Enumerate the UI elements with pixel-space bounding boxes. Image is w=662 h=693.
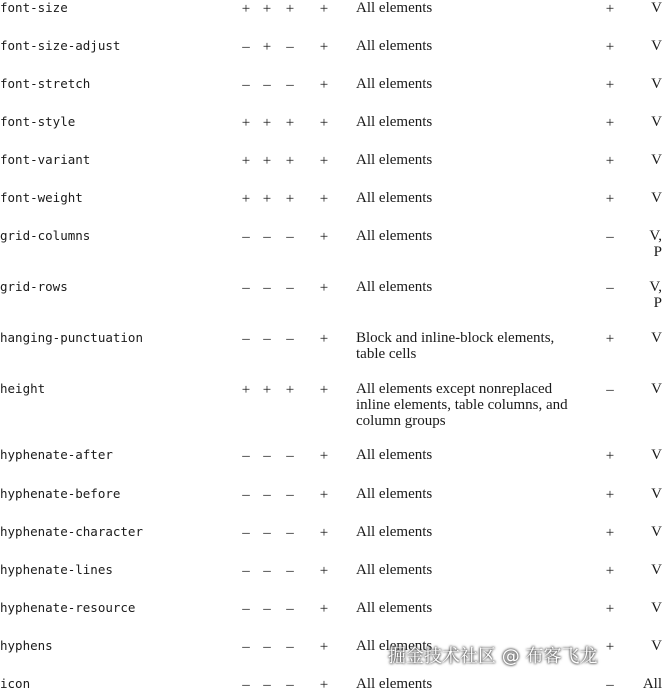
inherited-mark: + (605, 601, 615, 617)
support-mark-2: – (263, 331, 271, 347)
support-mark-2: + (262, 382, 272, 398)
property-name: font-size (0, 0, 68, 15)
support-mark-2: + (262, 39, 272, 55)
support-mark-1: – (242, 331, 250, 347)
property-name: font-variant (0, 152, 91, 167)
support-mark-3: – (286, 639, 294, 655)
support-mark-4: + (319, 525, 329, 541)
media-group: All (642, 676, 662, 692)
watermark: 掘金技术社区 @ 布客飞龙 (388, 646, 598, 667)
support-mark-3: – (286, 601, 294, 617)
support-mark-2: – (263, 448, 271, 464)
support-mark-3: – (286, 280, 294, 296)
support-mark-2: + (262, 115, 272, 131)
inherited-mark: – (606, 677, 614, 693)
support-mark-2: – (263, 677, 271, 693)
support-mark-4: + (319, 1, 329, 17)
support-mark-4: + (319, 563, 329, 579)
inherited-mark: + (605, 77, 615, 93)
media-group: V (651, 638, 662, 654)
property-name: hyphens (0, 638, 53, 653)
support-mark-2: + (262, 1, 272, 17)
applies-to: All elements (356, 447, 433, 463)
media-group: V (651, 38, 662, 54)
applies-to: All elements (356, 600, 433, 616)
media-group: V (651, 114, 662, 130)
support-mark-2: – (263, 280, 271, 296)
support-mark-3: + (285, 1, 295, 17)
support-mark-1: – (242, 39, 250, 55)
support-mark-3: + (285, 115, 295, 131)
property-name: hanging-punctuation (0, 330, 143, 345)
support-mark-1: – (242, 563, 250, 579)
applies-to: All elements (356, 228, 433, 244)
media-group: V, P (649, 279, 662, 311)
inherited-mark: + (605, 331, 615, 347)
inherited-mark: – (606, 280, 614, 296)
applies-to: All elements (356, 279, 433, 295)
inherited-mark: + (605, 115, 615, 131)
support-mark-2: – (263, 77, 271, 93)
support-mark-3: – (286, 331, 294, 347)
media-group: V (651, 0, 662, 16)
support-mark-2: – (263, 525, 271, 541)
inherited-mark: + (605, 153, 615, 169)
property-name: font-size-adjust (0, 38, 121, 53)
media-group: V (651, 381, 662, 397)
applies-to: All elements (356, 562, 433, 578)
media-group: V (651, 152, 662, 168)
support-mark-2: – (263, 229, 271, 245)
inherited-mark: + (605, 191, 615, 207)
applies-to: All elements except nonreplaced inline elements, table columns, and column groups (356, 381, 568, 429)
inherited-mark: – (606, 382, 614, 398)
support-mark-4: + (319, 639, 329, 655)
support-mark-1: – (242, 487, 250, 503)
media-group: V (651, 562, 662, 578)
support-mark-4: + (319, 331, 329, 347)
support-mark-3: + (285, 382, 295, 398)
applies-to: All elements (356, 0, 433, 16)
support-mark-3: – (286, 39, 294, 55)
media-group: V (651, 600, 662, 616)
support-mark-2: – (263, 601, 271, 617)
support-mark-1: + (241, 153, 251, 169)
support-mark-3: – (286, 229, 294, 245)
media-group: V (651, 447, 662, 463)
support-mark-1: – (242, 601, 250, 617)
property-name: icon (0, 676, 31, 691)
applies-to: All elements (356, 638, 433, 654)
support-mark-3: + (285, 191, 295, 207)
support-mark-4: + (319, 229, 329, 245)
support-mark-1: – (242, 677, 250, 693)
support-mark-1: – (242, 280, 250, 296)
inherited-mark: + (605, 448, 615, 464)
support-mark-1: – (242, 229, 250, 245)
support-mark-1: – (242, 525, 250, 541)
support-mark-4: + (319, 601, 329, 617)
support-mark-1: – (242, 77, 250, 93)
property-name: font-stretch (0, 76, 91, 91)
support-mark-4: + (319, 382, 329, 398)
inherited-mark: + (605, 639, 615, 655)
applies-to: Block and inline-block elements, table cells (356, 330, 555, 362)
support-mark-2: – (263, 487, 271, 503)
inherited-mark: + (605, 1, 615, 17)
support-mark-4: + (319, 677, 329, 693)
support-mark-1: + (241, 1, 251, 17)
applies-to: All elements (356, 152, 433, 168)
media-group: V (651, 524, 662, 540)
support-mark-1: – (242, 448, 250, 464)
applies-to: All elements (356, 486, 433, 502)
support-mark-3: + (285, 153, 295, 169)
support-mark-2: + (262, 153, 272, 169)
applies-to: All elements (356, 676, 433, 692)
property-name: hyphenate-lines (0, 562, 113, 577)
support-mark-4: + (319, 487, 329, 503)
property-name: hyphenate-before (0, 486, 121, 501)
support-mark-3: – (286, 448, 294, 464)
applies-to: All elements (356, 76, 433, 92)
property-name: hyphenate-resource (0, 600, 136, 615)
support-mark-3: – (286, 77, 294, 93)
support-mark-1: + (241, 382, 251, 398)
support-mark-4: + (319, 448, 329, 464)
inherited-mark: + (605, 487, 615, 503)
support-mark-2: + (262, 191, 272, 207)
support-mark-4: + (319, 39, 329, 55)
support-mark-4: + (319, 191, 329, 207)
applies-to: All elements (356, 524, 433, 540)
media-group: V (651, 190, 662, 206)
inherited-mark: – (606, 229, 614, 245)
inherited-mark: + (605, 525, 615, 541)
property-name: grid-columns (0, 228, 91, 243)
property-name: font-style (0, 114, 76, 129)
property-name: font-weight (0, 190, 83, 205)
support-mark-1: – (242, 639, 250, 655)
support-mark-2: – (263, 639, 271, 655)
applies-to: All elements (356, 38, 433, 54)
applies-to: All elements (356, 114, 433, 130)
property-name: grid-rows (0, 279, 68, 294)
media-group: V, P (649, 228, 662, 260)
media-group: V (651, 486, 662, 502)
support-mark-4: + (319, 77, 329, 93)
property-name: hyphenate-character (0, 524, 143, 539)
support-mark-1: + (241, 191, 251, 207)
media-group: V (651, 330, 662, 346)
support-mark-3: – (286, 677, 294, 693)
property-name: height (0, 381, 46, 396)
support-mark-4: + (319, 153, 329, 169)
support-mark-2: – (263, 563, 271, 579)
support-mark-3: – (286, 525, 294, 541)
inherited-mark: + (605, 39, 615, 55)
support-mark-4: + (319, 115, 329, 131)
support-mark-1: + (241, 115, 251, 131)
support-mark-3: – (286, 563, 294, 579)
applies-to: All elements (356, 190, 433, 206)
support-mark-4: + (319, 280, 329, 296)
property-name: hyphenate-after (0, 447, 113, 462)
media-group: V (651, 76, 662, 92)
inherited-mark: + (605, 563, 615, 579)
support-mark-3: – (286, 487, 294, 503)
